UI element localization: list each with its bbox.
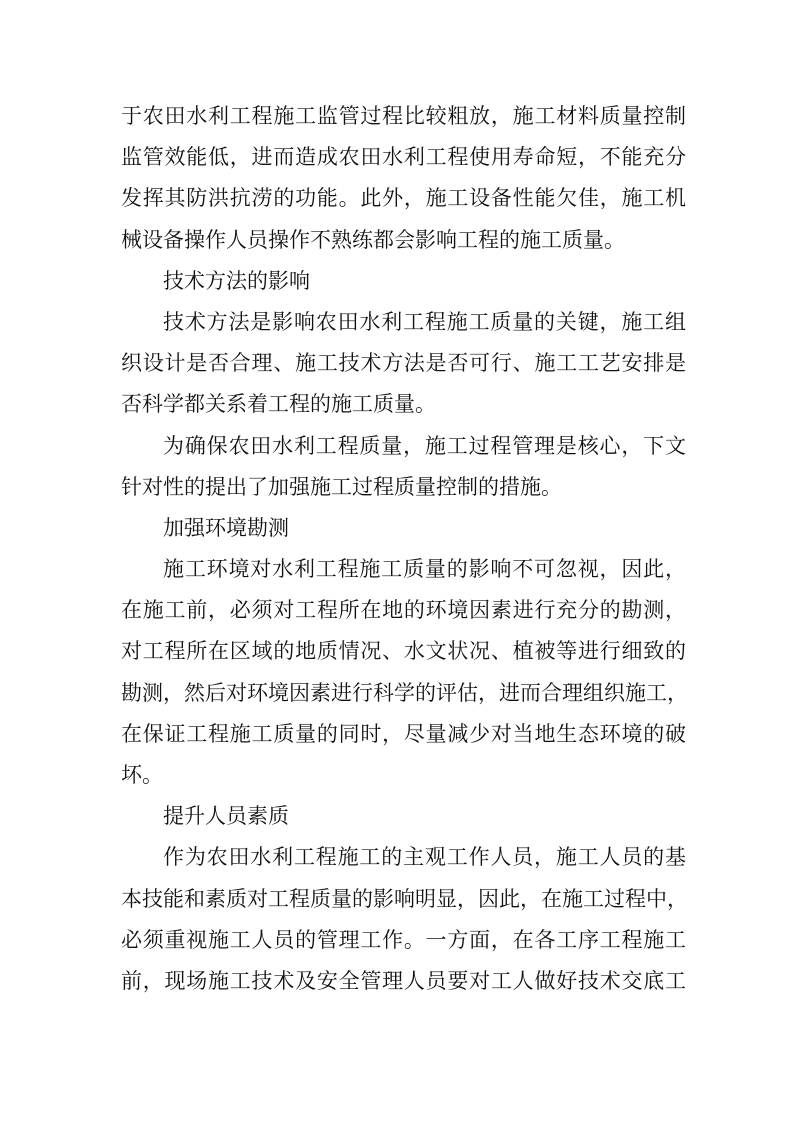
- text-line: 前，现场施工技术及安全管理人员要对工人做好技术交底工: [121, 968, 686, 993]
- text-line: 监管效能低，进而造成农田水利工程使用寿命短，不能充分: [121, 145, 686, 170]
- text-line: 发挥其防洪抗涝的功能。此外，施工设备性能欠佳，施工机: [121, 186, 686, 211]
- text-line: 施工环境对水利工程施工质量的影响不可忽视，因此，: [163, 557, 686, 582]
- text-line: 对工程所在区域的地质情况、水文状况、植被等进行细致的: [121, 639, 686, 664]
- section-heading: 提升人员素质: [163, 804, 289, 829]
- text-line: 技术方法是影响农田水利工程施工质量的关键，施工组: [163, 309, 686, 334]
- text-line: 械设备操作人员操作不熟练都会影响工程的施工质量。: [121, 227, 625, 252]
- text-line: 作为农田水利工程施工的主观工作人员，施工人员的基: [163, 845, 686, 870]
- text-line: 否科学都关系着工程的施工质量。: [121, 392, 436, 417]
- text-line: 为确保农田水利工程质量，施工过程管理是核心，下文: [163, 433, 686, 458]
- text-line: 在保证工程施工质量的同时，尽量减少对当地生态环境的破: [121, 721, 686, 746]
- text-line: 本技能和素质对工程质量的影响明显，因此，在施工过程中，: [121, 886, 688, 911]
- text-line: 必须重视施工人员的管理工作。一方面，在各工序工程施工: [121, 927, 686, 952]
- text-line: 勘测，然后对环境因素进行科学的评估，进而合理组织施工，: [121, 680, 688, 705]
- text-line: 坏。: [121, 763, 163, 787]
- text-line: 在施工前，必须对工程所在地的环境因素进行充分的勘测，: [121, 598, 686, 623]
- section-heading: 技术方法的影响: [163, 268, 310, 293]
- body-text: [121, 96, 686, 1002]
- text-line: 于农田水利工程施工监管过程比较粗放，施工材料质量控制: [121, 104, 686, 128]
- section-heading: 加强环境勘测: [163, 515, 289, 540]
- text-line: 针对性的提出了加强施工过程质量控制的措施。: [121, 474, 562, 499]
- text-line: 织设计是否合理、施工技术方法是否可行、施工工艺安排是: [121, 351, 686, 376]
